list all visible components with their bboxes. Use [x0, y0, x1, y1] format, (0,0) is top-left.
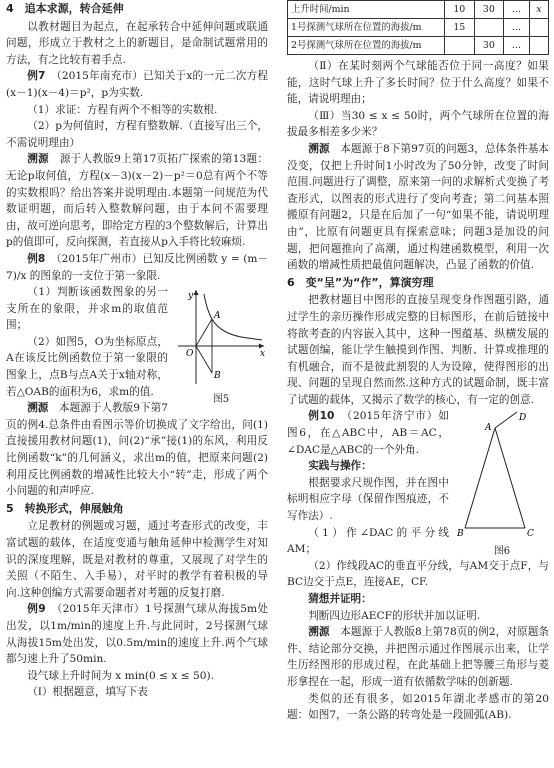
example-9-q2: （Ⅱ）在某时刻两个气球能否位于同一高度？如果能，这时气球上升了多长时间？位于什么高度？如果不能，请说明理由；: [287, 60, 549, 106]
example-10-text: （2015年济宁市）如图6，在△ABC中，AB＝AC，∠DAC是△ABC的一个外角.: [287, 410, 449, 456]
table-row: [288, 37, 549, 55]
example-9: [6, 601, 268, 667]
source-7-label: 溯源: [27, 153, 49, 166]
table-row: [288, 19, 549, 37]
source-8-text: 本题源于人教版9下第7页的例4.总条件由看图示等价切换成了文字给出，问(1)直接援用教材问题(1)，问(2)“承”接(1)的东风，利用反比例函数“k”的几何涵义，求出m的值，把原来问题(2)利用反比例函数的增减性比较大小“转”走，形成了两个小问题的和声呼应.: [6, 402, 268, 498]
table-cell: [529, 19, 548, 37]
figure-6-caption: 图6: [493, 546, 511, 558]
table-header-row: [288, 1, 549, 19]
guess-heading: 猜想并证明：: [308, 593, 372, 605]
source-9: [287, 141, 549, 274]
example-9-q3: （Ⅲ）当30 ≤ x ≤ 50时，两个气球所在位置的海拔最多相差多少米？: [287, 109, 549, 139]
table-cell: 15: [445, 19, 475, 37]
practice-text: 根据要求尺规作图，并在图中标明相应字母（保留作图痕迹，不写作法）.: [287, 476, 449, 523]
table-cell: …: [504, 1, 530, 19]
svg-text:C: C: [527, 529, 534, 539]
table-cell: 30: [474, 1, 504, 19]
source-8: [6, 400, 268, 500]
guess-text: 判断四边形AECF的形状并加以证明.: [308, 609, 481, 622]
closing-paragraph: 类似的还有很多，如2015年湖北孝感市的第20题：如图7，一条公路的转弯处是一段圆弧(AB).: [287, 692, 549, 722]
example-8-q1: （1）判断该函数图象的另一支所在的象限，并求m的取值范围；: [6, 286, 168, 332]
figure-6: [455, 410, 549, 558]
table-cell: [445, 37, 475, 55]
source-7-text: 源于人教版9上第17页拓广探索的第13题：无论p取何值，方程(x－3)(x－2)－p²＝0总有两个不等的实数根吗？给出答案并说明理由.本题第一问规范为代数证明题，而后转入整数解问题，由于本问不需要理由，故可逆向思考，即给定方程的3个整数解后，计算出p的值即可，反向探测，若直接从p入手将比较麻烦.: [6, 153, 269, 249]
source-10: [287, 624, 549, 690]
source-7: [6, 151, 268, 251]
svg-text:x: x: [260, 349, 266, 360]
table-cell: …: [504, 19, 530, 37]
practice-heading: 实践与操作：: [308, 460, 372, 473]
example-8: [6, 251, 268, 284]
example-7-label: 例7: [27, 70, 46, 83]
section-5-title: 5 转换形式，伸展触角: [6, 501, 124, 515]
source-9-text: 本题源于8下第97页的问题3，总体条件基本没变，仅把上升时间1小时改为了50分钟，改变了时间范围.问题进行了调整，原来第一问的求解析式变换了考查形式，以图表的形式进行了变向考查；第二问基本照搬原有问题2，只是在后加了一句“如果不能，请说明理由”，比原有问题更具有探索意味；问题3是加设的问题，把问题推向了高潮，通过构建函数模型，利用一次函数的增减性质把最值问题解决，凸显了函数的价值.: [287, 142, 550, 272]
table-cell: x: [529, 1, 548, 19]
example-7-text: （2015年南充市）已知关于x的一元二次方程(x－1)(x－4)＝p²，p为实数.: [6, 70, 269, 99]
section-4-intro: 以教材题目为起点，在起承转合中延伸问题或联通问题，形成立于教材之上的新题目，是命制试题常用的方法，有之比较有着手点.: [6, 20, 268, 66]
table-cell: [474, 19, 504, 37]
example-10-label: 例10: [308, 410, 335, 423]
svg-text:D: D: [519, 413, 527, 424]
example-8-text: （2015年广州市）已知反比例函数 y = (m－7)/x 的图象的一支位于第一象限.: [6, 252, 268, 282]
example-7-q2: （2）p为何值时，方程有整数解.（直接写出三个，不需说明理由）: [6, 120, 268, 149]
right-column: [287, 0, 549, 724]
table-cell: …: [504, 37, 530, 55]
table-cell: 10: [445, 1, 475, 19]
example-10-q1: （1）作∠DAC的平分线AM；: [287, 526, 449, 556]
table-cell: 上升时间/min: [288, 1, 445, 19]
figure-5-graph: [174, 286, 268, 386]
table-cell: 2号探测气球所在位置的海拔/m: [288, 37, 445, 55]
example-9-label: 例9: [27, 603, 46, 616]
section-4-title: 4 追本求源，转合延伸: [6, 2, 124, 15]
table-cell: 30: [474, 37, 504, 55]
example-9-text: （2015年天津市）1号探测气球从海拔5m处出发，以1m/min的速度上升.与此同时，2号探测气球从海拔15m处出发，以0.5m/min的速度上升.两个气球都匀速上升了50min.: [6, 603, 269, 666]
example-10-q2: （2）作线段AC的垂直平分线，与AM交于点F，与BC边交于点E，连接AE，CF.: [287, 559, 549, 589]
svg-text:y: y: [188, 291, 194, 302]
left-column: [6, 0, 268, 701]
altitude-table: [287, 0, 549, 55]
section-6-intro: 把教材题目中图形的直接呈现变身作图题引路，通过学生的亲历操作形成完整的目标图形，在前后链接中将欲考查的内容嵌入其中，这种一图蕴基、纵横发展的试题创编，能让学生触摸到作图、判断、计算或推理的有机融合，而不是彼此割裂的人为设障，使得图形的出现、问题的呈现自然而然.这种方式的试题命制，既丰富了试题的载体，又揭示了数学的核心，有一定的创意.: [287, 294, 549, 406]
figure-5: [174, 286, 268, 405]
example-7: [6, 68, 268, 101]
example-9-q1: （Ⅰ）根据题意，填写下表: [27, 686, 148, 699]
source-9-label: 溯源: [308, 142, 330, 155]
svg-text:B: B: [457, 529, 464, 539]
svg-text:A: A: [214, 311, 221, 322]
svg-text:B: B: [214, 371, 221, 382]
example-9-setup: 设气球上升时间为 x min(0 ≤ x ≤ 50).: [27, 669, 214, 682]
svg-text:O: O: [186, 349, 194, 360]
svg-text:A: A: [485, 423, 492, 434]
example-8-label: 例8: [27, 252, 46, 265]
example-7-q1: （1）求证：方程有两个不相等的实数根.: [27, 103, 218, 116]
source-10-label: 溯源: [308, 626, 330, 639]
section-6-title: 6 变“呈”为“作”，算演穷理: [287, 275, 434, 289]
table-cell: 1号探测气球所在位置的海拔/m: [288, 19, 445, 37]
section-5-intro: 立足教材的例题或习题，通过考查形式的改变，丰富试题的载体，在适度变通与触角延伸中检测学生对知识的深度理解，既是对教材的尊重，又展现了对学生的关照（不陌生、入手易），对平时的教学有着积极的导向.这种创编方式需要命题者对考题的反复打磨.: [6, 520, 268, 599]
table-cell: [529, 37, 548, 55]
source-10-text: 本题源于人教版8上第78页的例2，对原题条件、结论部分交换，并把图示通过作图展示出来，让学生历经图形的形成过程，在此基础上把等腰三角形与菱形拿捏在一起，形成一道有依循数学味的创新题.: [287, 626, 550, 688]
example-8-q2: （2）如图5，O为坐标原点，A在该反比例函数位于第一象限的图象上，点B与点A关于x轴对称，若△OAB的面积为6，求m的值.: [6, 335, 168, 398]
figure-6-triangle: [455, 410, 549, 538]
source-8-label: 溯源: [27, 402, 49, 415]
figure-5-caption: 图5: [212, 393, 230, 405]
